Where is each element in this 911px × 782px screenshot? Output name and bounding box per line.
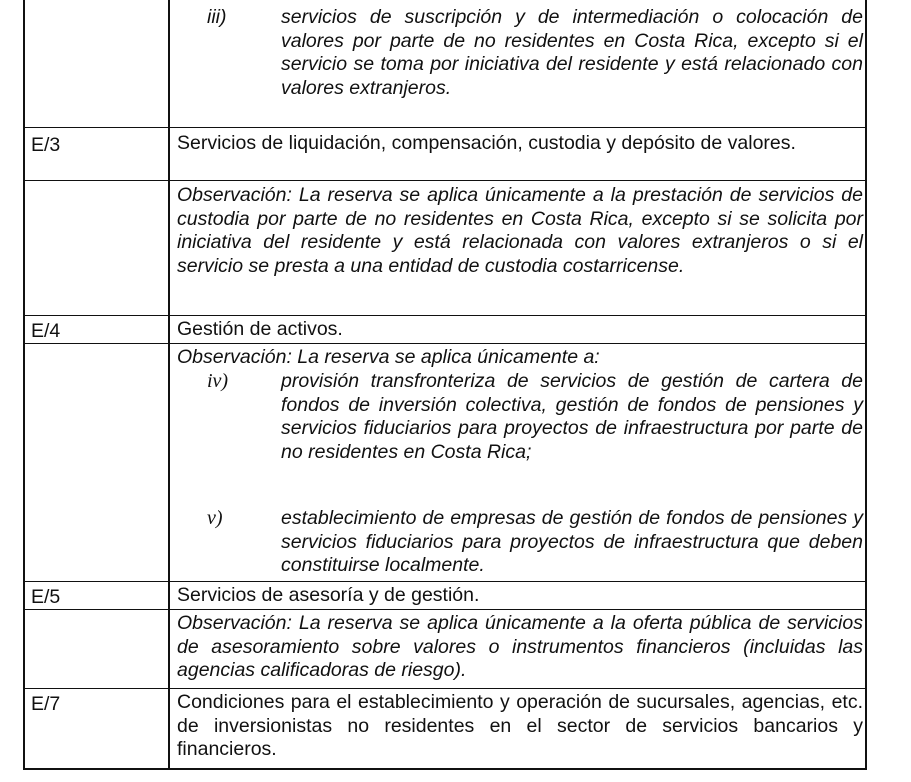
reservation-code: E/3 [31, 134, 61, 156]
item-number: iii) [207, 6, 227, 28]
observation-intro: Observación: La reserva se aplica únicamente a: [177, 346, 600, 368]
reservation-title: Gestión de activos. [177, 318, 343, 340]
item-text: servicios de suscripción y de intermediación o colocación de valores por parte de no residentes en Costa Rica, excepto si el servicio se toma por iniciativa del residente y está relacionado con valores extranjeros. [281, 6, 863, 99]
observation-item [177, 370, 863, 490]
row-separator [25, 180, 865, 181]
item-number: v) [207, 507, 223, 529]
item-number: iv) [207, 370, 229, 392]
row-separator [25, 343, 865, 344]
reservation-title: Servicios de asesoría y de gestión. [177, 584, 480, 606]
continuation-item [177, 6, 863, 124]
row-separator [25, 315, 865, 316]
reservations-table [23, 0, 867, 770]
row-separator [25, 127, 865, 128]
observation-text: Observación: La reserva se aplica únicamente a la oferta pública de servicios de asesoramiento sobre valores o instrumentos financieros (incluidas las agencias calificadoras de riesgo). [177, 612, 863, 681]
reservation-title: Condiciones para el establecimiento y operación de sucursales, agencias, etc. de inversionistas no residentes en el sector de servicios bancarios y financieros. [177, 691, 863, 760]
observation-text: Observación: La reserva se aplica únicamente a la prestación de servicios de custodia por parte de no residentes en Costa Rica, excepto si se solicita por iniciativa del residente y está relacionada con valores extranjeros o si el servicio se presta a una entidad de custodia costarricense. [177, 184, 863, 277]
row-separator [25, 609, 865, 610]
table-bottom-border [25, 768, 865, 770]
row-separator [25, 688, 865, 689]
item-text: establecimiento de empresas de gestión de fondos de pensiones y servicios fiduciarios para proyectos de infraestructura que deben constituirse localmente. [281, 507, 863, 576]
item-text: provisión transfronteriza de servicios de gestión de cartera de fondos de inversión colectiva, gestión de fondos de pensiones y servicios fiduciarios para proyectos de infraestructura por parte de no residentes en Costa Rica; [281, 370, 863, 463]
reservation-title: Servicios de liquidación, compensación, custodia y depósito de valores. [177, 132, 796, 154]
reservation-code: E/4 [31, 320, 61, 342]
observation-item [177, 507, 863, 579]
reservation-code: E/5 [31, 586, 61, 608]
reservation-code: E/7 [31, 693, 61, 715]
column-divider [168, 0, 170, 770]
row-separator [25, 581, 865, 582]
